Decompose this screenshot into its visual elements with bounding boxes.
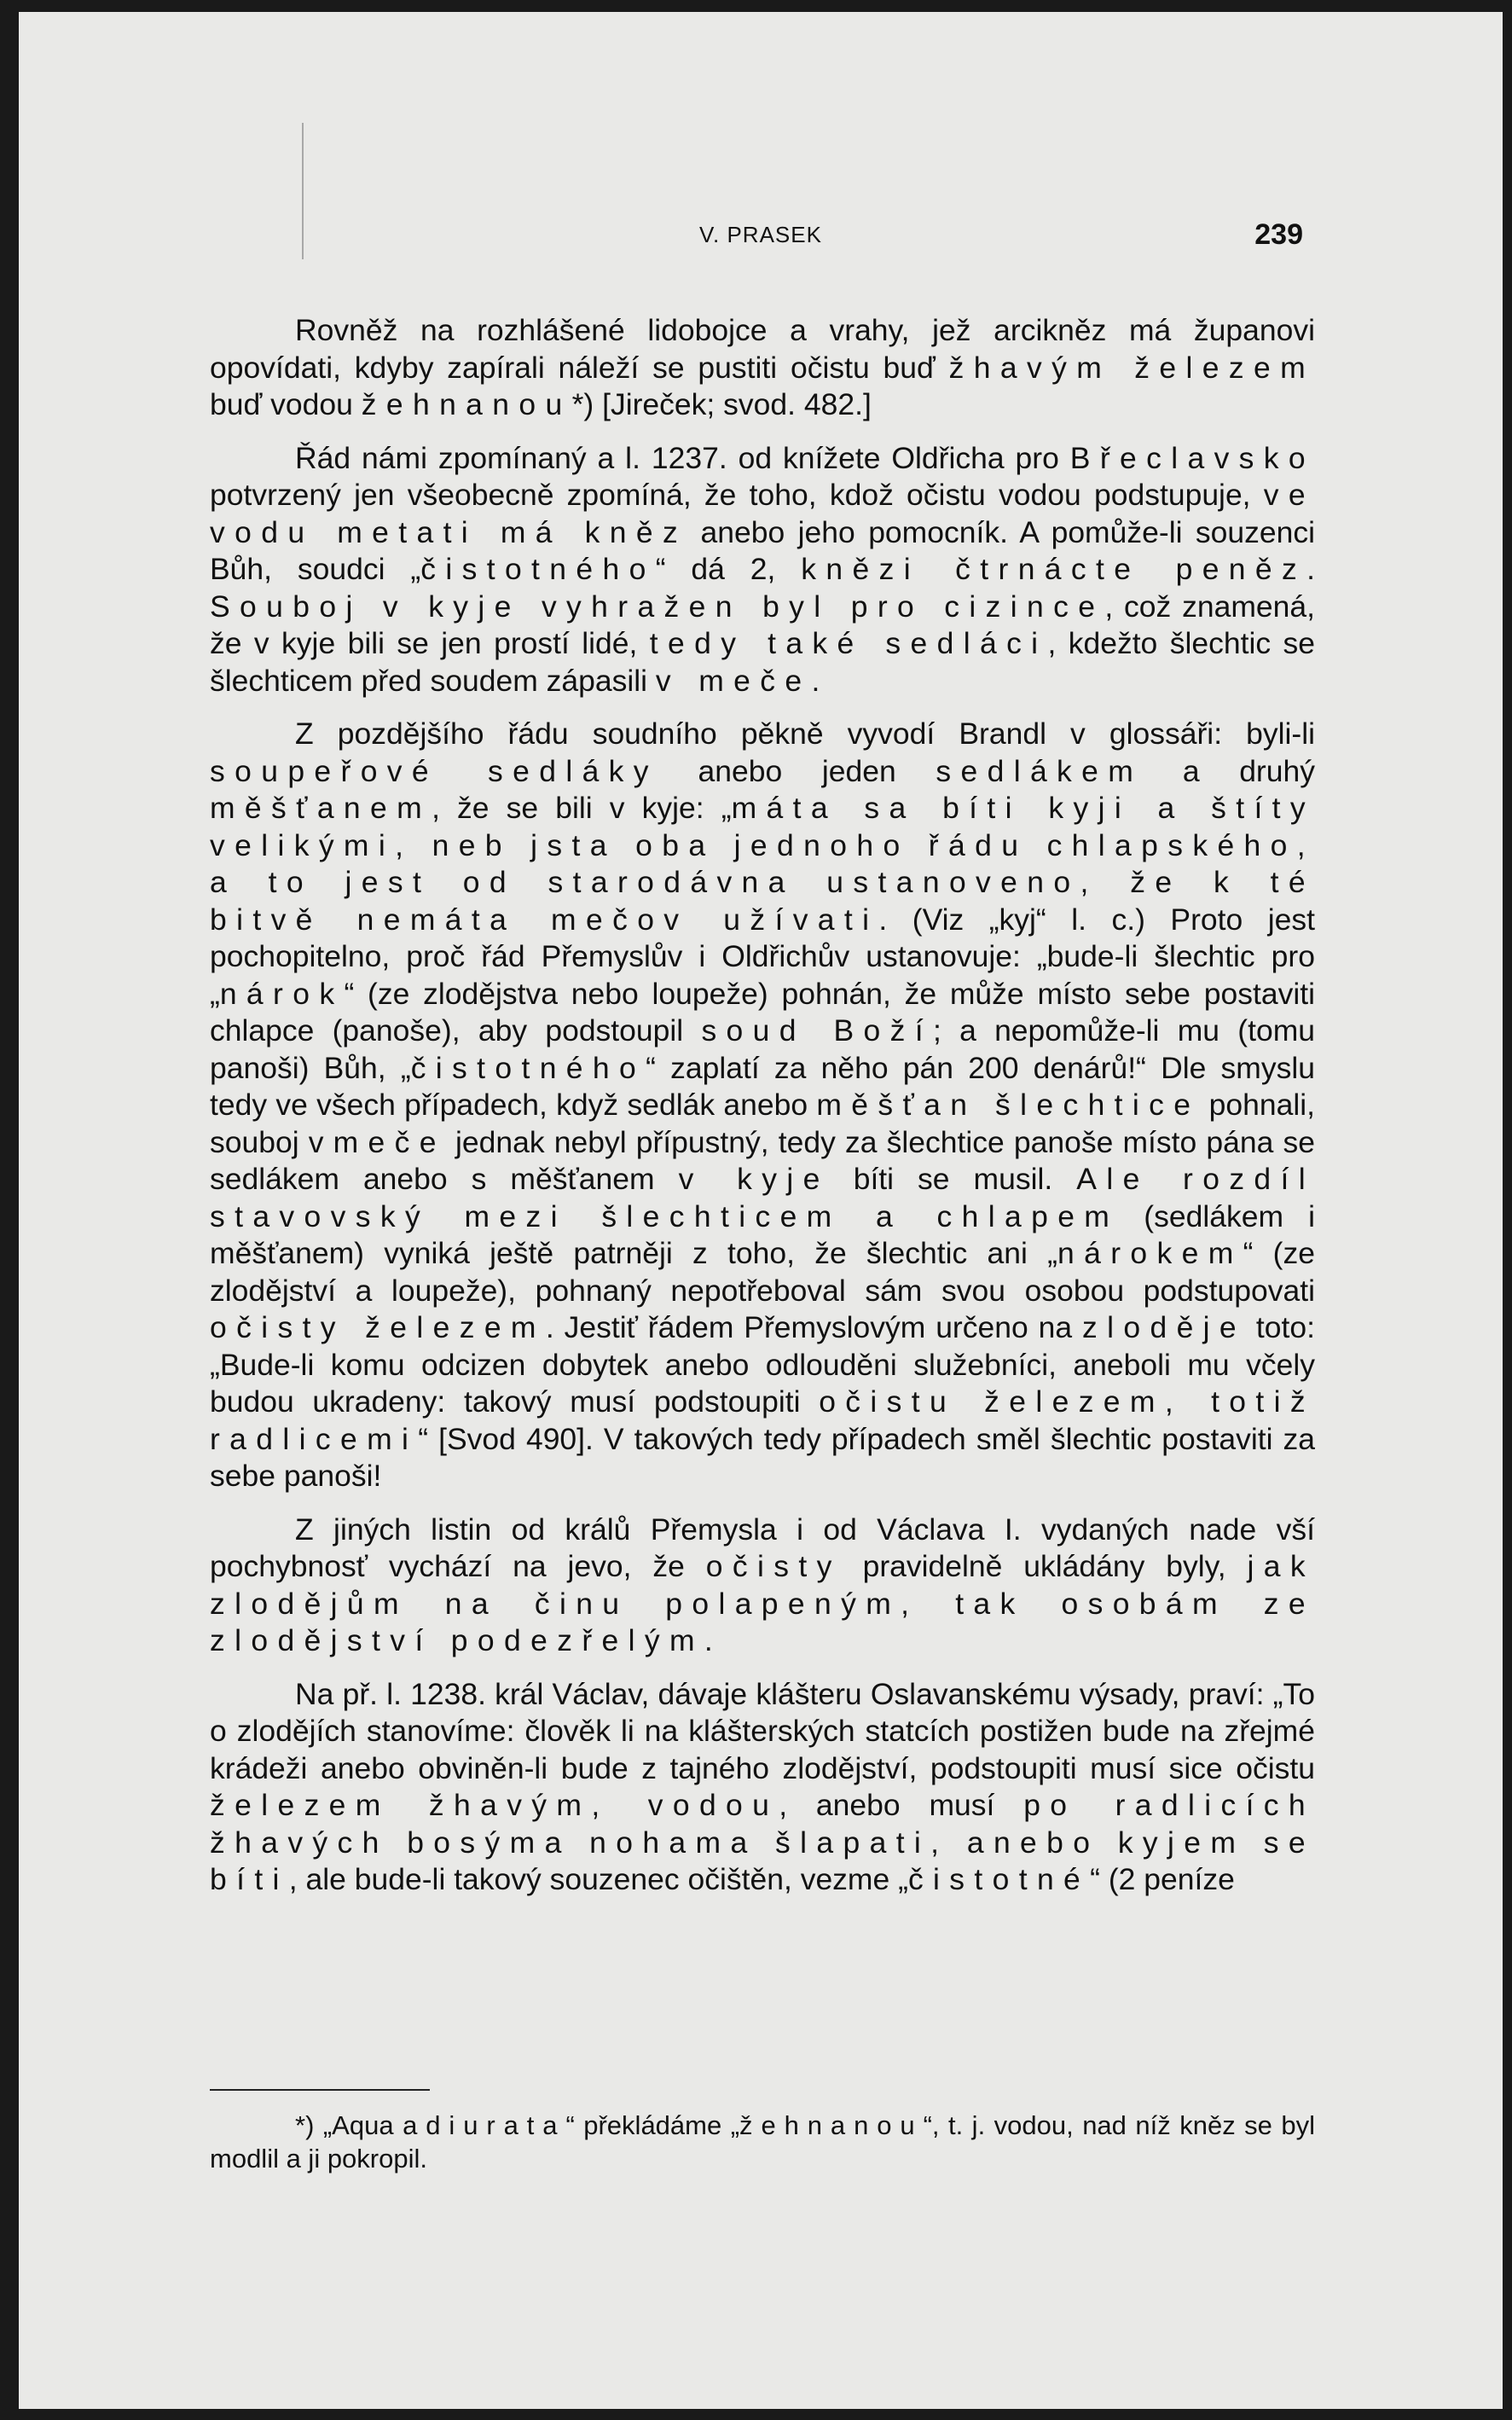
text-run: . (Viz „kyj“ l. c.) Proto jest pochopitelno, proč řád Přemyslův i Oldřichův ustanovuje: „bude-li šlechtic pro „ (210, 902, 1315, 1011)
spaced-emphasis: knězi čtrnácte peněz (801, 552, 1307, 586)
text-run: bíti se musil. (829, 1162, 1077, 1196)
text-run: “ (ze zlodějství a loupeže), pohnaný nepotřeboval sám svou osobou podstupovati (210, 1236, 1316, 1308)
spaced-emphasis: nárok (219, 976, 345, 1011)
spaced-emphasis: měšťan šlechtice (816, 1088, 1201, 1122)
spaced-emphasis: očisty železem (210, 1310, 546, 1344)
spaced-emphasis: v kyje (678, 1162, 830, 1196)
text-run: pravidelně ukládány byly, (841, 1549, 1248, 1583)
text-run: , anebo musí (779, 1788, 1024, 1822)
paragraph (210, 1676, 1315, 1899)
text-run: “ dá 2, (655, 552, 802, 586)
paragraph (210, 312, 1315, 424)
footnote-rule (210, 2089, 430, 2091)
text-run: Z pozdějšího řádu soudního pěkně vyvodí Brandl v glossáři: byli-li (295, 717, 1315, 751)
spaced-emphasis: čistotného (410, 1050, 646, 1085)
text-run: ; a nepomůže-li mu (tomu panoši) Bůh, „ (210, 1013, 1316, 1085)
spaced-emphasis: nárokem (1057, 1236, 1243, 1270)
text-run: a druhý (1143, 753, 1315, 788)
text-run: “ zaplatí za něho pán 200 denárů!“ Dle smyslu tedy ve všech případech, když sedlák anebo (210, 1050, 1315, 1122)
text-run: , kdežto šlechtic se šlechticem před soudem zápasili (210, 626, 1315, 698)
text-run: potvrzený jen všeobecně zpomíná, že toho, kdož očistu vodou podstupuje, (210, 478, 1264, 512)
text-run: buď vodou (210, 387, 362, 421)
text-run: *) „Aqua (295, 2110, 403, 2140)
text-run: *) [Jireček; svod. 482.] (571, 387, 872, 421)
text-run: , ale bude-li takový souzenec očištěn, vezme „ (288, 1862, 908, 1896)
spaced-emphasis: Břeclavsko (1069, 440, 1315, 475)
spaced-emphasis: čistotné (907, 1862, 1091, 1896)
text-run: “ (2 peníze (1090, 1862, 1235, 1896)
spaced-emphasis: meče (333, 1124, 446, 1159)
spaced-emphasis: žhavým železem (948, 350, 1316, 385)
spaced-emphasis: soupeřové sedláky (210, 753, 658, 788)
text-run: Na př. l. 1238. král Václav, dávaje klášteru Oslavanskému výsady, praví: „To o zlodějích stanovíme: člověk li na klášterských statcích postižen bude na zřejmé krádeži anebo obviněn-li bude z tajného zlodějství, podstoupiti musí sice očistu (210, 1676, 1315, 1785)
spaced-emphasis: máta sa bíti kyji a štíty velikými, neb jsta oba jednoho řádu chlapského, a to jest od starodávna ustanoveno, že k té bitvě nemáta mečov užívati (210, 791, 1315, 937)
spaced-emphasis: tedy také sedláci (649, 626, 1048, 660)
page-number: 239 (1254, 218, 1303, 251)
footnote (210, 2109, 1315, 2175)
body-text (210, 312, 1315, 1899)
text-run: “, t. j. vodou, nad níž kněz se byl modlil a ji pokropil. (210, 2110, 1315, 2173)
text-run: anebo jeho pomocník. A pomůže-li souzenci Bůh, soudci „ (210, 514, 1315, 586)
text-run: Řád námi zpomínaný a l. 1237. od knížete Oldřicha pro (295, 440, 1070, 475)
paragraph (210, 1512, 1315, 1660)
spaced-emphasis: v meče (655, 663, 812, 698)
spaced-emphasis: žehnanou (361, 387, 572, 421)
text-run: . (704, 1623, 713, 1657)
spaced-emphasis: adiurata (403, 2110, 566, 2140)
text-run: jednak nebyl přípustný, tedy za šlechtice panoše místo pána se sedlákem anebo s měšťanem (210, 1124, 1315, 1196)
spaced-emphasis: ve vodu metati má kněz (210, 478, 1315, 549)
text-run: , což znamená, že v kyje bili se jen prostí lidé, (210, 589, 1315, 660)
running-head: V. PRASEK (699, 222, 822, 247)
text-run: anebo jeden (658, 753, 936, 788)
spaced-emphasis: Ale rozdíl stavovský mezi šlechticem a chlapem (210, 1162, 1316, 1233)
spaced-emphasis: po radlicích žhavých bosýma nohama šlapati, anebo kyjem se bíti (210, 1788, 1316, 1896)
text-run: . (811, 663, 820, 698)
spaced-emphasis: očisty (705, 1549, 842, 1583)
spaced-emphasis: jak zlodějům na činu polapeným, tak osobám ze zlodějství podezřelým (210, 1549, 1315, 1657)
spaced-emphasis: sedlákem (936, 753, 1144, 788)
text-run: Rovněž na rozhlášené lidobojce a vrahy, jež arcikněz má županovi opovídati, kdyby zapírali náleží se pustiti očistu buď (210, 313, 1315, 385)
text-run: pohnali, souboj v (210, 1088, 1316, 1159)
spaced-emphasis: měšťanem (210, 791, 432, 825)
spaced-emphasis: čistotného (420, 552, 656, 586)
spaced-emphasis: očistu železem, totiž radlicemi (210, 1384, 1315, 1456)
spaced-emphasis: žehnanou (739, 2110, 924, 2140)
text-run: Z jiných listin od králů Přemysla i od Václava I. vydaných nade vší pochybnosť vychází na jevo, že (210, 1512, 1315, 1583)
text-run: (sedlákem i měšťanem) vyniká ještě patrněji z toho, že šlechtic ani „ (210, 1198, 1316, 1270)
spaced-emphasis: zloděje (1082, 1310, 1247, 1344)
book-page (19, 12, 1503, 2409)
spaced-emphasis: soud Boží (701, 1013, 933, 1048)
spaced-emphasis: Souboj v kyje vyhražen byl pro cizince (210, 589, 1105, 624)
page-header (19, 218, 1503, 256)
text-run: “ (ze zlodějstva nebo loupeže) pohnán, že může místo sebe postaviti chlapce (panoše), aby podstoupil (210, 976, 1315, 1048)
paragraph (210, 440, 1315, 700)
text-run: “ překládáme „ (565, 2110, 740, 2140)
text-run: , že se bili v kyje: „ (432, 791, 732, 825)
paragraph (210, 716, 1315, 1495)
text-run: . (1306, 552, 1315, 586)
text-run: . Jestiť řádem Přemyslovým určeno na (545, 1310, 1082, 1344)
text-run: toto: „Bude-li komu odcizen dobytek anebo odlouděni služebníci, aneboli mu včely budou ukradeny: takový musí podstoupiti (210, 1310, 1315, 1419)
spaced-emphasis: železem žhavým, vodou (210, 1788, 779, 1822)
text-run: “ [Svod 490]. V takových tedy případech směl šlechtic postaviti za sebe panoši! (210, 1421, 1315, 1493)
